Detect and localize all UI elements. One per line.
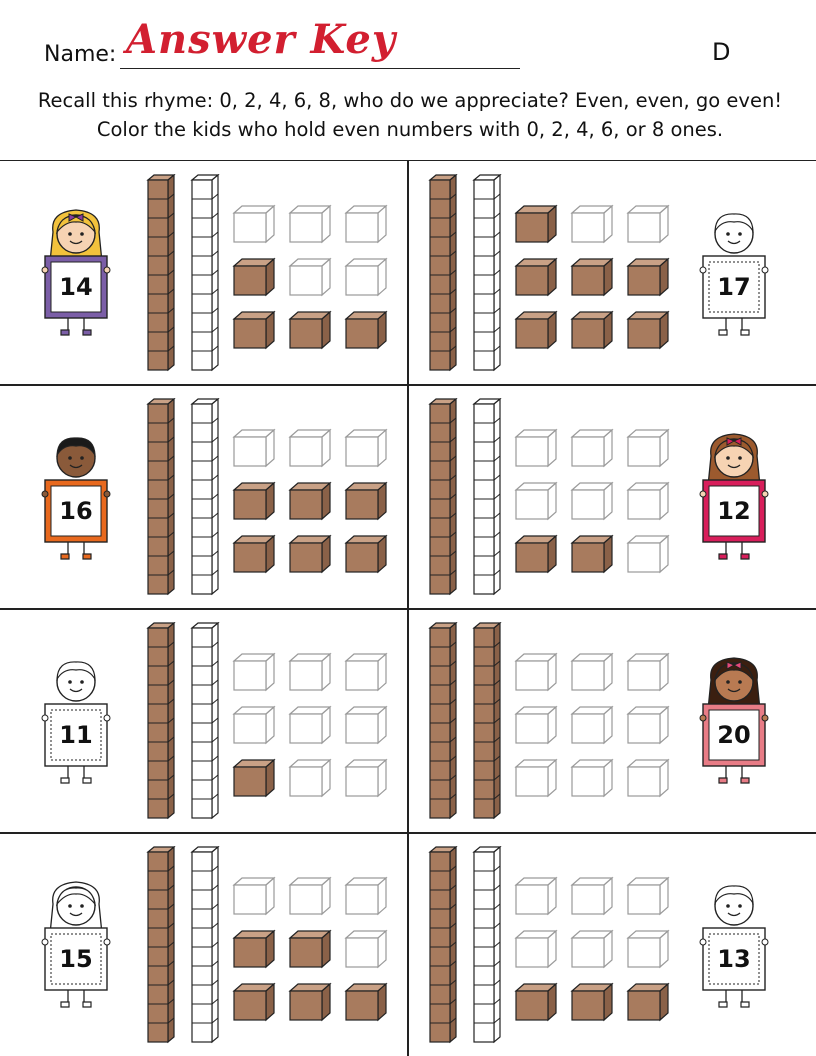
ten-rod xyxy=(428,174,458,376)
one-cube xyxy=(344,481,388,525)
one-cube xyxy=(232,652,276,696)
one-cube xyxy=(626,481,670,525)
one-cube xyxy=(514,204,558,248)
number-sign-label: 16 xyxy=(59,497,93,525)
one-cube xyxy=(514,652,558,696)
one-cube xyxy=(344,428,388,472)
number-sign-label: 14 xyxy=(59,273,93,301)
one-cube xyxy=(626,257,670,301)
one-cube xyxy=(626,929,670,973)
one-cube xyxy=(344,982,388,1026)
one-cube xyxy=(570,481,614,525)
one-cube xyxy=(514,310,558,354)
one-cube xyxy=(570,652,614,696)
one-cube xyxy=(514,982,558,1026)
one-cube xyxy=(232,257,276,301)
kid-holding-number-sign[interactable] xyxy=(694,204,774,344)
one-cube xyxy=(570,310,614,354)
one-cube xyxy=(570,929,614,973)
one-cube xyxy=(626,652,670,696)
ten-rod xyxy=(472,398,502,600)
ten-rod xyxy=(428,622,458,824)
one-cube xyxy=(514,705,558,749)
one-cube xyxy=(514,758,558,802)
answer-key-handwriting: Answer Key xyxy=(126,16,397,63)
number-sign-label: 17 xyxy=(717,273,751,301)
ten-rod xyxy=(472,846,502,1048)
version-letter: D xyxy=(712,38,731,66)
name-label: Name: xyxy=(44,42,117,67)
one-cube xyxy=(514,428,558,472)
number-sign-label: 13 xyxy=(717,945,751,973)
one-cube xyxy=(288,310,332,354)
one-cube xyxy=(570,257,614,301)
number-sign-label: 11 xyxy=(59,721,93,749)
ten-rod xyxy=(472,174,502,376)
problem-cell xyxy=(408,832,816,1056)
ten-rod xyxy=(146,398,176,600)
ten-rod xyxy=(472,622,502,824)
ten-rod xyxy=(190,622,220,824)
one-cube xyxy=(232,876,276,920)
kid-holding-number-sign[interactable] xyxy=(694,652,774,792)
one-cube xyxy=(514,929,558,973)
one-cube xyxy=(344,705,388,749)
kid-holding-number-sign[interactable] xyxy=(36,652,116,792)
one-cube xyxy=(232,310,276,354)
one-cube xyxy=(344,876,388,920)
one-cube xyxy=(344,929,388,973)
name-line[interactable] xyxy=(120,68,520,69)
one-cube xyxy=(344,310,388,354)
kid-holding-number-sign[interactable] xyxy=(36,428,116,568)
kid-holding-number-sign[interactable] xyxy=(694,876,774,1016)
one-cube xyxy=(344,204,388,248)
one-cube xyxy=(344,758,388,802)
worksheet-header xyxy=(0,0,816,160)
one-cube xyxy=(514,257,558,301)
number-sign-label: 20 xyxy=(717,721,751,749)
one-cube xyxy=(344,257,388,301)
one-cube xyxy=(626,428,670,472)
one-cube xyxy=(570,705,614,749)
one-cube xyxy=(570,876,614,920)
one-cube xyxy=(288,204,332,248)
one-cube xyxy=(288,534,332,578)
ten-rod xyxy=(146,622,176,824)
one-cube xyxy=(514,876,558,920)
one-cube xyxy=(232,929,276,973)
ten-rod xyxy=(190,398,220,600)
instructions: Recall this rhyme: 0, 2, 4, 6, 8, who do we appreciate? Even, even, go even! Color the kids who hold even numbers with 0, 2, 4, 6, or 8 ones. xyxy=(37,89,783,141)
ten-rod xyxy=(146,174,176,376)
problem-cell xyxy=(408,608,816,832)
one-cube xyxy=(288,929,332,973)
one-cube xyxy=(288,428,332,472)
one-cube xyxy=(570,204,614,248)
one-cube xyxy=(288,652,332,696)
problem-cell xyxy=(408,160,816,384)
one-cube xyxy=(288,705,332,749)
one-cube xyxy=(626,204,670,248)
one-cube xyxy=(232,705,276,749)
kid-holding-number-sign[interactable] xyxy=(36,204,116,344)
kid-holding-number-sign[interactable] xyxy=(694,428,774,568)
one-cube xyxy=(232,481,276,525)
one-cube xyxy=(514,534,558,578)
one-cube xyxy=(232,758,276,802)
one-cube xyxy=(232,982,276,1026)
number-sign-label: 12 xyxy=(717,497,751,525)
problem-cell xyxy=(0,608,408,832)
one-cube xyxy=(514,481,558,525)
one-cube xyxy=(626,310,670,354)
one-cube xyxy=(288,758,332,802)
problem-cell xyxy=(408,384,816,608)
ten-rod xyxy=(428,398,458,600)
one-cube xyxy=(288,481,332,525)
one-cube xyxy=(232,534,276,578)
one-cube xyxy=(570,428,614,472)
one-cube xyxy=(232,428,276,472)
ten-rod xyxy=(190,174,220,376)
one-cube xyxy=(570,982,614,1026)
one-cube xyxy=(626,705,670,749)
problem-cell xyxy=(0,832,408,1056)
one-cube xyxy=(570,534,614,578)
one-cube xyxy=(626,534,670,578)
one-cube xyxy=(344,652,388,696)
one-cube xyxy=(570,758,614,802)
one-cube xyxy=(626,982,670,1026)
one-cube xyxy=(288,257,332,301)
problem-cell xyxy=(0,160,408,384)
number-sign-label: 15 xyxy=(59,945,93,973)
kid-holding-number-sign[interactable] xyxy=(36,876,116,1016)
one-cube xyxy=(626,876,670,920)
one-cube xyxy=(288,876,332,920)
ten-rod xyxy=(190,846,220,1048)
one-cube xyxy=(288,982,332,1026)
one-cube xyxy=(232,204,276,248)
ten-rod xyxy=(428,846,458,1048)
one-cube xyxy=(626,758,670,802)
one-cube xyxy=(344,534,388,578)
ten-rod xyxy=(146,846,176,1048)
problem-cell xyxy=(0,384,408,608)
